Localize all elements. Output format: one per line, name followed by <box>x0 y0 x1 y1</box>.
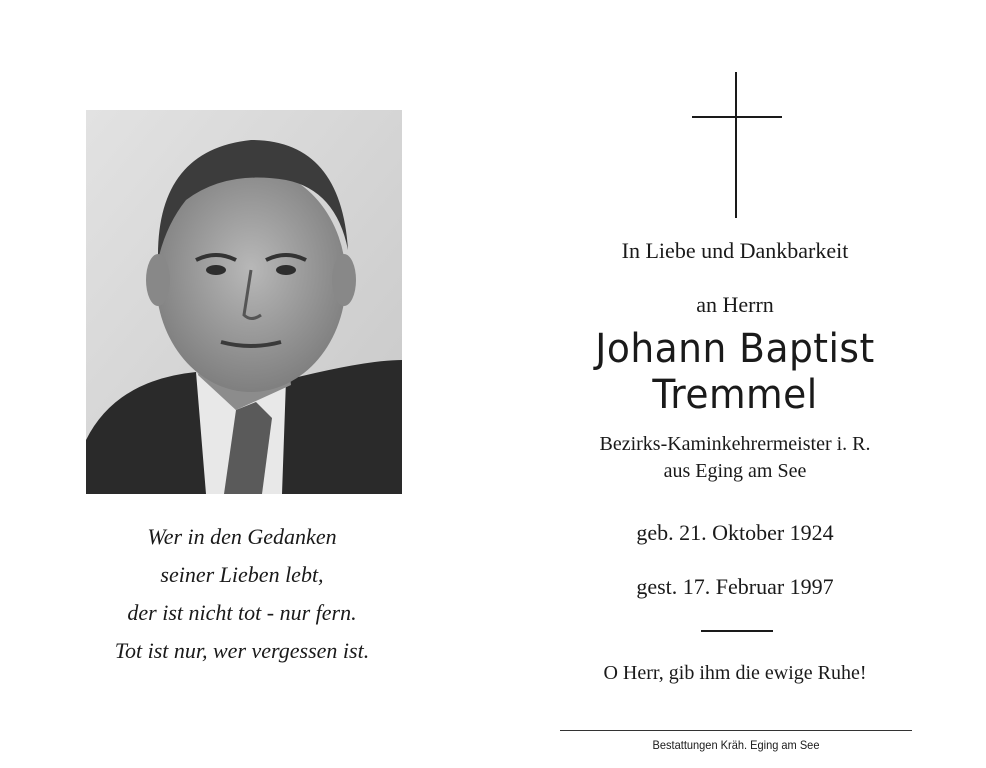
poem-line: Tot ist nur, wer vergessen ist. <box>114 638 370 663</box>
poem-line: der ist nicht tot - nur fern. <box>127 600 357 625</box>
portrait-photo <box>86 110 402 494</box>
deceased-first-names: Johann Baptist <box>595 326 875 372</box>
occupation-title: Bezirks-Kaminkehrermeister i. R. <box>599 433 871 455</box>
death-date: gest. 17. Februar 1997 <box>636 574 834 599</box>
deceased-surname: Tremmel <box>652 372 818 418</box>
dedication-text: In Liebe und Dankbarkeit <box>621 238 849 263</box>
cross-icon <box>692 72 782 218</box>
poem-line: Wer in den Gedanken <box>147 524 337 549</box>
footer-rule <box>560 730 912 731</box>
divider-line <box>701 630 773 632</box>
funeral-home-credit: Bestattungen Kräh. Eging am See <box>652 738 820 752</box>
hometown-text: aus Eging am See <box>663 460 807 482</box>
birth-date: geb. 21. Oktober 1924 <box>636 520 834 545</box>
portrait-image <box>86 110 402 494</box>
poem-line: seiner Lieben lebt, <box>160 562 324 587</box>
prayer-text: O Herr, gib ihm die ewige Ruhe! <box>603 662 867 684</box>
memorial-poem <box>40 518 444 670</box>
salutation-text: an Herrn <box>696 292 774 317</box>
